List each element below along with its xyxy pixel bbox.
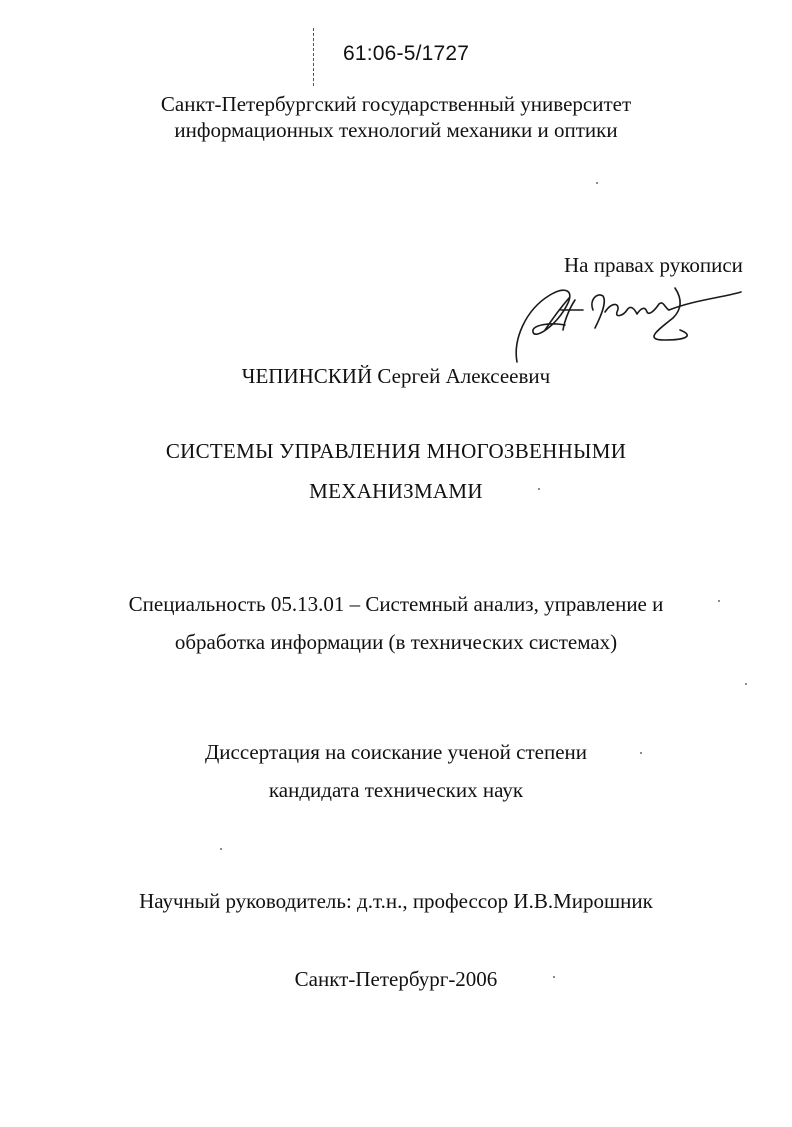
catalog-number: 61:06-5/1727 bbox=[343, 42, 470, 65]
thesis-title-line-2: МЕХАНИЗМАМИ bbox=[309, 479, 483, 503]
scientific-advisor: Научный руководитель: д.т.н., профессор И.В.Мирошник bbox=[139, 889, 653, 913]
scan-speck bbox=[220, 848, 222, 850]
handwritten-signature bbox=[505, 270, 745, 370]
scan-speck bbox=[745, 683, 747, 685]
stamp-divider-line bbox=[313, 28, 315, 86]
scan-speck bbox=[538, 488, 540, 490]
rights-note: На правах рукописи bbox=[564, 253, 743, 277]
degree-line-1: Диссертация на соискание ученой степени bbox=[204, 740, 588, 764]
scan-speck bbox=[718, 600, 720, 602]
specialty-line-2: обработка информации (в технических системах) bbox=[174, 630, 618, 654]
city-year: Санкт-Петербург-2006 bbox=[294, 967, 498, 991]
scan-speck bbox=[596, 182, 598, 184]
author-name: ЧЕПИНСКИЙ Сергей Алексеевич bbox=[241, 364, 551, 388]
scan-speck bbox=[553, 976, 555, 978]
institution-line-1: Санкт-Петербургский государственный университет bbox=[160, 92, 632, 116]
degree-line-2: кандидата технических наук bbox=[268, 778, 524, 802]
institution-line-2: информационных технологий механики и оптики bbox=[174, 118, 618, 142]
specialty-line-1: Специальность 05.13.01 – Системный анализ, управление и bbox=[128, 592, 664, 616]
scan-speck bbox=[640, 752, 642, 754]
thesis-title-line-1: СИСТЕМЫ УПРАВЛЕНИЯ МНОГОЗВЕННЫМИ bbox=[165, 439, 627, 463]
